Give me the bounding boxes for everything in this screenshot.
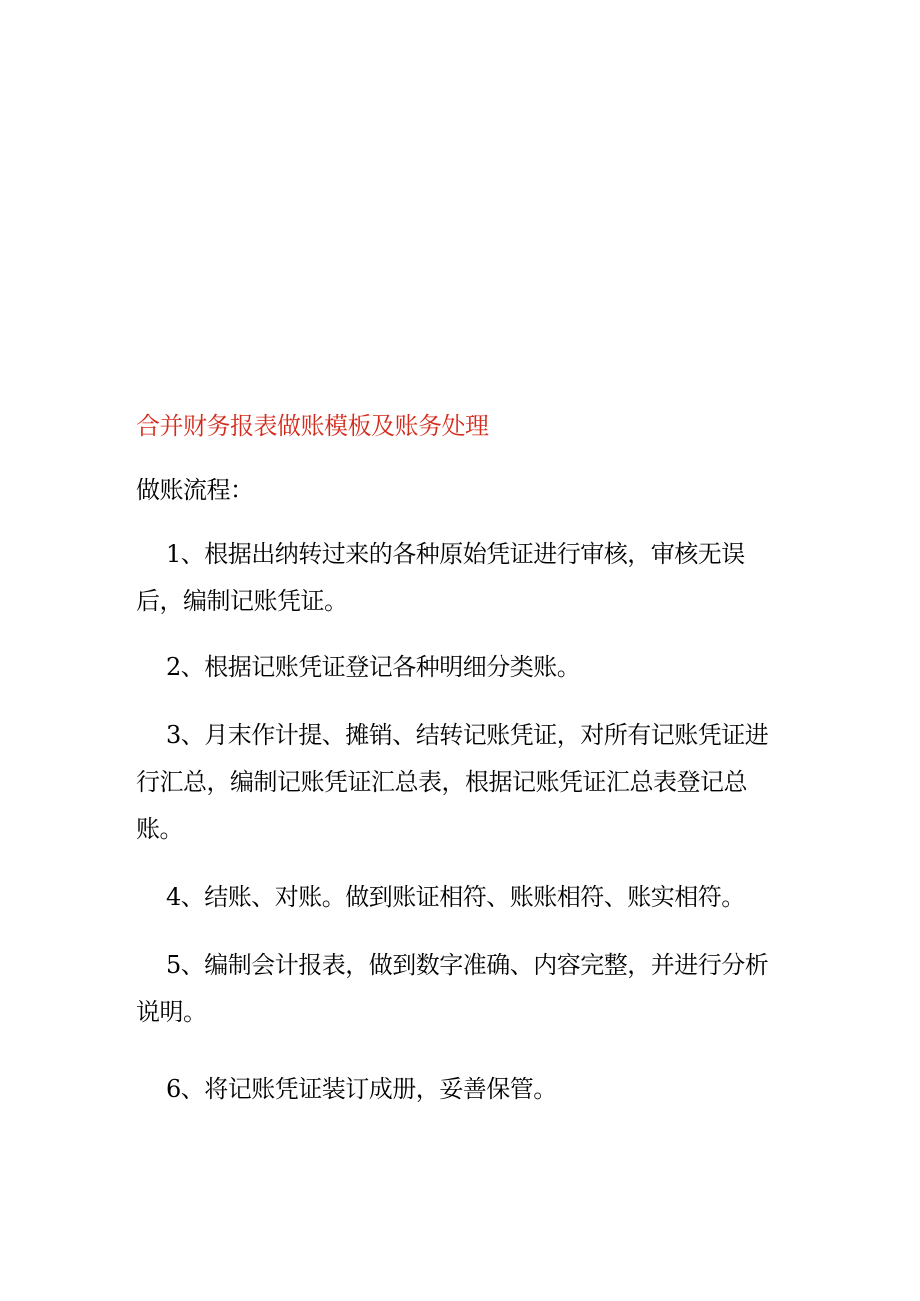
process-step <box>136 942 786 1036</box>
step-text: 、根据记账凭证登记各种明细分类账。 <box>180 653 581 681</box>
step-number: 3 <box>166 721 181 749</box>
section-label: 做账流程： <box>136 476 254 504</box>
step-text: 、编制会计报表，做到数字准确、内容完整，并进行分析说明。 <box>136 951 769 1026</box>
process-step <box>136 874 786 921</box>
document-title: 合并财务报表做账模板及账务处理 <box>136 412 489 440</box>
document-body <box>136 408 786 1113</box>
step-number: 6 <box>166 1075 181 1103</box>
process-step <box>136 712 786 853</box>
process-step <box>136 531 786 625</box>
step-number: 5 <box>166 951 181 979</box>
step-text: 、根据出纳转过来的各种原始凭证进行审核，审核无误后，编制记账凭证。 <box>136 540 745 615</box>
step-text: 、月末作计提、摊销、结转记账凭证，对所有记账凭证进行汇总，编制记账凭证汇总表，根据记账凭证汇总表登记总账。 <box>136 721 769 843</box>
process-step <box>136 1066 786 1113</box>
process-step <box>136 644 786 691</box>
step-number: 4 <box>166 883 181 911</box>
step-number: 2 <box>166 653 181 681</box>
step-text: 、结账、对账。做到账证相符、账账相符、账实相符。 <box>180 883 745 911</box>
step-number: 1 <box>166 540 181 568</box>
step-text: 、将记账凭证装订成册，妥善保管。 <box>180 1075 557 1103</box>
